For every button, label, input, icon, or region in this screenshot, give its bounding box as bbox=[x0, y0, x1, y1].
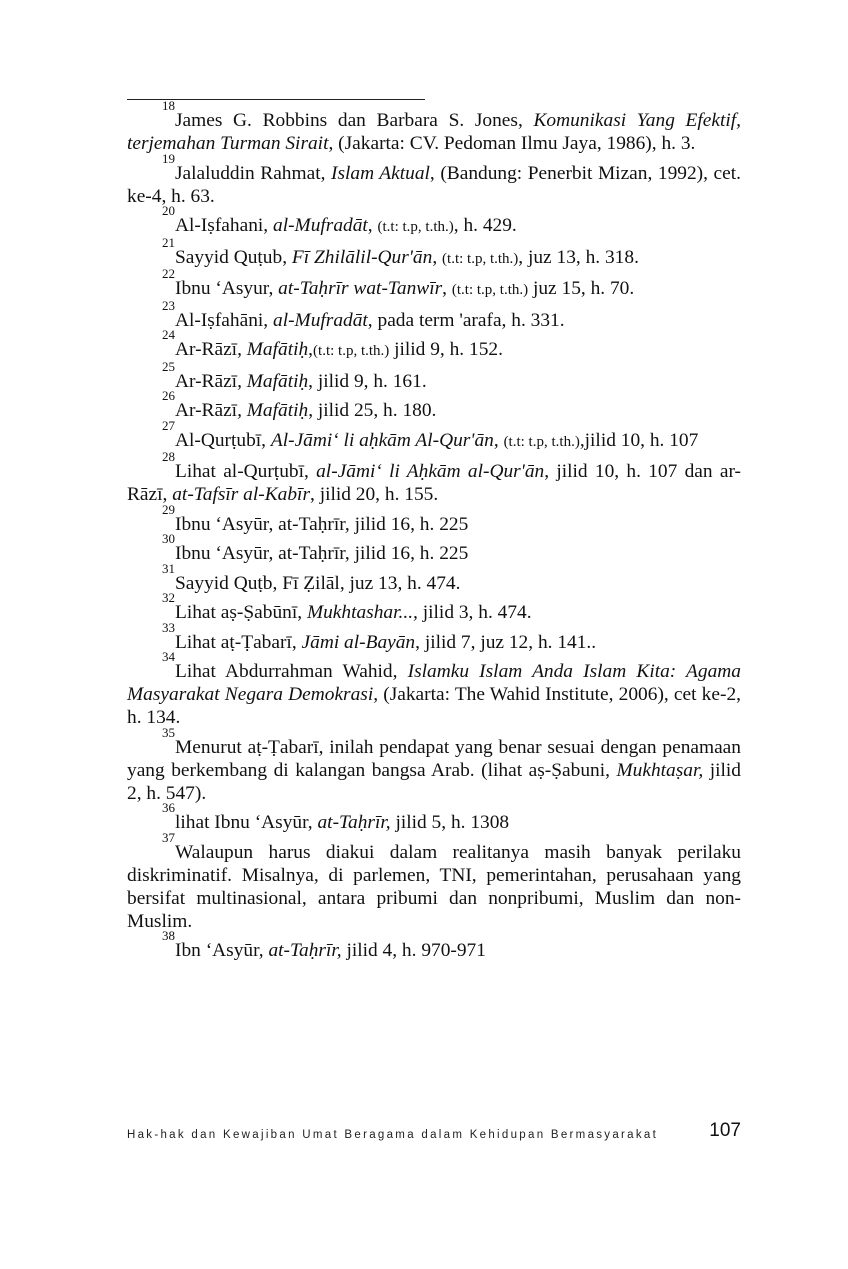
footnote-22: $^{22}$Ibnu ‘Asyur, at-Taḥrīr wat-Tanwīr, (t.t: t.p, t.th.) juz 15, h. 70. bbox=[162, 266, 635, 299]
footnotes-section bbox=[127, 98, 742, 969]
footnote-33: $^{33}$Lihat aṭ-Ṭabarī, Jāmi al-Bayān, jilid 7, juz 12, h. 141.. bbox=[162, 619, 597, 653]
footnote-20: $^{20}$Al-Iṣfahani, al-Mufradāt, (t.t: t.p, t.th.), h. 429. bbox=[162, 203, 517, 236]
footnote-19: $^{19}$Jalaluddin Rahmat, Islam Aktual, (Bandung: Penerbit Mizan, 1992), cet. ke-4, h. 63. bbox=[127, 150, 741, 207]
footnote-29: $^{29}$Ibnu ‘Asyūr, at-Taḥrīr, jilid 16, h. 225 bbox=[162, 501, 469, 535]
footnote-31: $^{31}$Sayyid Quṭb, Fī Ẓilāl, juz 13, h. 474. bbox=[162, 560, 461, 594]
footnote-28: $^{28}$Lihat al-Qurṭubī, al-Jāmi‘ li Aḥkām al-Qur'ān, jilid 10, h. 107 dan ar-Rāzī, at-Tafsīr al-Kabīr, jilid 20, h. 155. bbox=[127, 449, 741, 505]
footnote-21: $^{21}$Sayyid Quṭub, Fī Zhilālil-Qur'ān, (t.t: t.p, t.th.), juz 13, h. 318. bbox=[162, 234, 639, 268]
footnote-30: $^{30}$Ibnu ‘Asyūr, at-Taḥrīr, jilid 16, h. 225 bbox=[162, 531, 469, 564]
footnote-35: $^{35}$Menurut aṭ-Ṭabarī, inilah pendapat yang benar sesuai dengan penamaan yang berkembang di kalangan bangsa Arab. (lihat aṣ-Ṣabuni, Mukhtaṣar, jilid 2, h. 547). bbox=[127, 724, 741, 804]
footnote-32: $^{32}$Lihat aṣ-Ṣabūnī, Mukhtashar..., jilid 3, h. 474. bbox=[162, 590, 532, 623]
footnote-36: $^{36}$lihat Ibnu ‘Asyūr, at-Taḥrīr, jilid 5, h. 1308 bbox=[162, 800, 510, 833]
footnote-18: $^{18}$James G. Robbins dan Barbara S. Jones, Komunikasi Yang Efektif, terjemahan Turman Sirait, (Jakarta: CV. Pedoman Ilmu Jaya, 1986), h. 3. bbox=[127, 98, 742, 154]
footnote-37: $^{37}$Walaupun harus diakui dalam realitanya masih banyak perilaku diskriminatif. Misalnya, di parlemen, TNI, pemerintahan, perusahaan yang bersifat multinasional, antara pribumi dan nonpribumi, Muslim dan non-Muslim. bbox=[127, 829, 741, 932]
footnote-25: $^{25}$Ar-Rāzī, Mafātiḥ, jilid 9, h. 161. bbox=[162, 358, 427, 392]
footnote-23: $^{23}$Al-Iṣfahāni, al-Mufradāt, pada term 'arafa, h. 331. bbox=[162, 297, 565, 331]
footnote-34: $^{34}$Lihat Abdurrahman Wahid, Islamku Islam Anda Islam Kita: Agama Masyarakat Negara Demokrasi, (Jakarta: The Wahid Institute, 2006), cet ke-2, h. 134. bbox=[127, 649, 741, 728]
footnote-27: $^{27}$Al-Qurṭubī, Al-Jāmi‘ li aḥkām Al-Qur'ān, (t.t: t.p, t.th.),jilid 10, h. 107 bbox=[162, 417, 699, 451]
footnote-24: $^{24}$Ar-Rāzī, Mafātiḥ,(t.t: t.p, t.th.) jilid 9, h. 152. bbox=[162, 327, 503, 360]
footnote-26: $^{26}$Ar-Rāzī, Mafātiḥ, jilid 25, h. 180. bbox=[162, 388, 437, 421]
footnote-38: $^{38}$Ibn ‘Asyūr, at-Taḥrīr, jilid 4, h. 970-971 bbox=[162, 928, 486, 961]
page-number: 107 bbox=[709, 1120, 741, 1141]
running-title: Hak-hak dan Kewajiban Umat Beragama dalam Kehidupan Bermasyarakat bbox=[127, 1129, 659, 1141]
